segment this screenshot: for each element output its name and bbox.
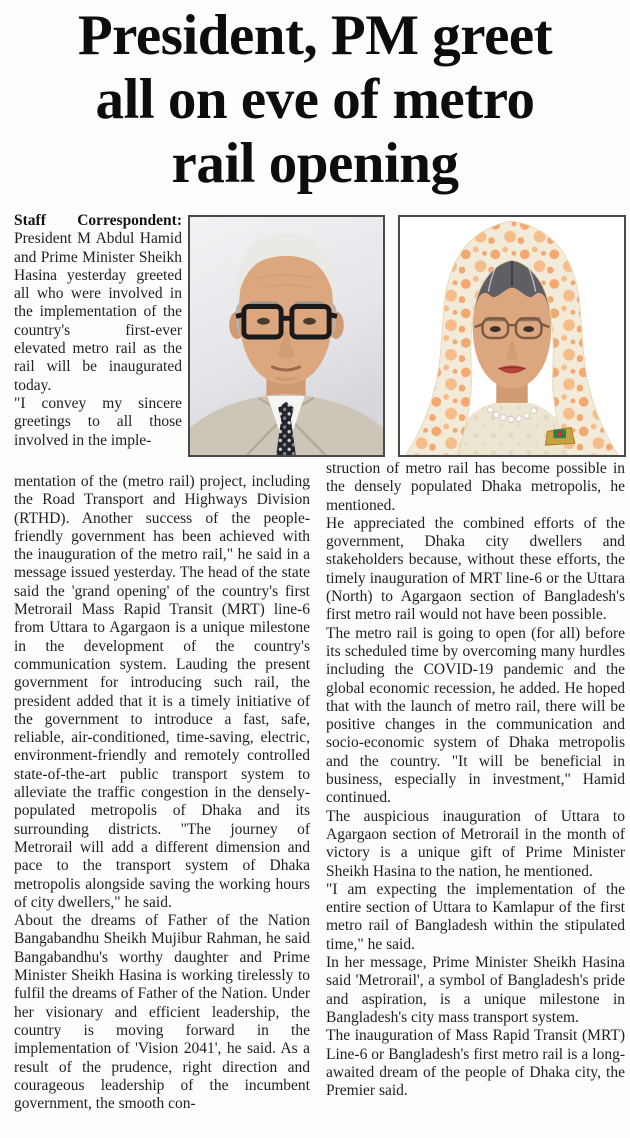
president-photo <box>188 215 385 457</box>
article-paragraph: He appreciated the combined efforts of the government, Dhaka city dwellers and stakeholders because, without these efforts, the timely inauguration of MRT line-6 or the Uttara (North) to Agargaon section of Bangladesh's first metro rail would not have been possible. <box>326 514 625 624</box>
byline: Staff Correspondent: <box>14 212 182 229</box>
pm-photo <box>398 215 626 457</box>
article-column-left <box>14 473 310 1133</box>
article-paragraph: struction of metro rail has become possible in the densely populated Dhaka metropolis, he mentioned. <box>326 460 625 514</box>
article-headline <box>0 4 630 196</box>
article-paragraph: The auspicious inauguration of Uttara to Agargaon section of Metrorail in the month of victory is a unique gift of Prime Minister Sheikh Hasina to the nation, he mentioned. <box>326 807 625 880</box>
president-portrait-illustration <box>190 217 383 455</box>
article-paragraph: The inauguration of Mass Rapid Transit (MRT) Line-6 or Bangladesh's first metro rail is a long-awaited dream of the people of Dhaka city, the Premier said. <box>326 1027 625 1100</box>
article-paragraph: mentation of the (metro rail) project, including the Road Transport and Highways Division (RTHD). Another success of the people-friendly government has been achieved with the inauguration of the metro rail," he said in a message issued yesterday. The head of the state said the 'grand opening' of the country's first Metrorail Mass Rapid Transit (MRT) line-6 from Uttara to Agargaon is a unique milestone in the development of the country's communication system. Lauding the present government for introducing such rail, the president added that it is a timely initiative of the government to introduce a fast, safe, reliable, air-conditioned, time-saving, electric, environment-friendly and remotely controlled state-of-the-art public transport system to alleviate the traffic congestion in the densely-populated metropolis of Dhaka and its surrounding districts. "The journey of Metrorail will add a different dimension and pace to the transport system of Dhaka metropolis alongside saving the working hours of city dwellers," he said. <box>14 473 310 911</box>
headline-line-1: President, PM greet <box>77 4 553 67</box>
article-paragraph: "I am expecting the implementation of the entire section of Uttara to Kamlapur of the first metro rail of Bangladesh within the stipulated time," he said. <box>326 880 625 953</box>
article-paragraph: About the dreams of Father of the Nation Bangabandhu Sheikh Mujibur Rahman, he said Bangabandhu's worthy daughter and Prime Minister Sheikh Hasina is working tirelessly to fulfil the dreams of Father of the Nation. Under her visionary and efficient leadership, the country is moving forward in the implementation of 'Vision 2041', he said. As a result of the prudence, right direction and courageous leadership of the incumbent government, the smooth con- <box>14 912 310 1113</box>
pm-portrait-illustration <box>400 217 624 455</box>
article-paragraph <box>14 212 182 395</box>
intro-text: President M Abdul Hamid and Prime Minister Sheikh Hasina yesterday greeted all who were involved in the implementation of the country's first-ever elevated metro rail as the rail will be inaugurated today. <box>14 230 182 394</box>
headline-line-2: all on eve of metro <box>95 68 535 131</box>
article-paragraph: In her message, Prime Minister Sheikh Hasina said 'Metrorail', a symbol of Bangladesh's pride and aspiration, is a unique milestone in Bangladesh's city mass transport system. <box>326 954 625 1026</box>
article-paragraph: "I convey my sincere greetings to all those involved in the imple- <box>14 394 182 449</box>
article-column-narrow <box>14 212 182 474</box>
headline-line-3: rail opening <box>171 132 459 195</box>
article-paragraph: The metro rail is going to open (for all) before its scheduled time by overcoming many hurdles including the COVID-19 pandemic and the global economic recession, he added. He hoped that with the launch of metro rail, there will be positive changes in the communication and socio-economic system of Dhaka metropolis and the country. "It will be beneficial in business, especially in investment," Hamid continued. <box>326 624 625 807</box>
article-column-right <box>326 460 625 1136</box>
